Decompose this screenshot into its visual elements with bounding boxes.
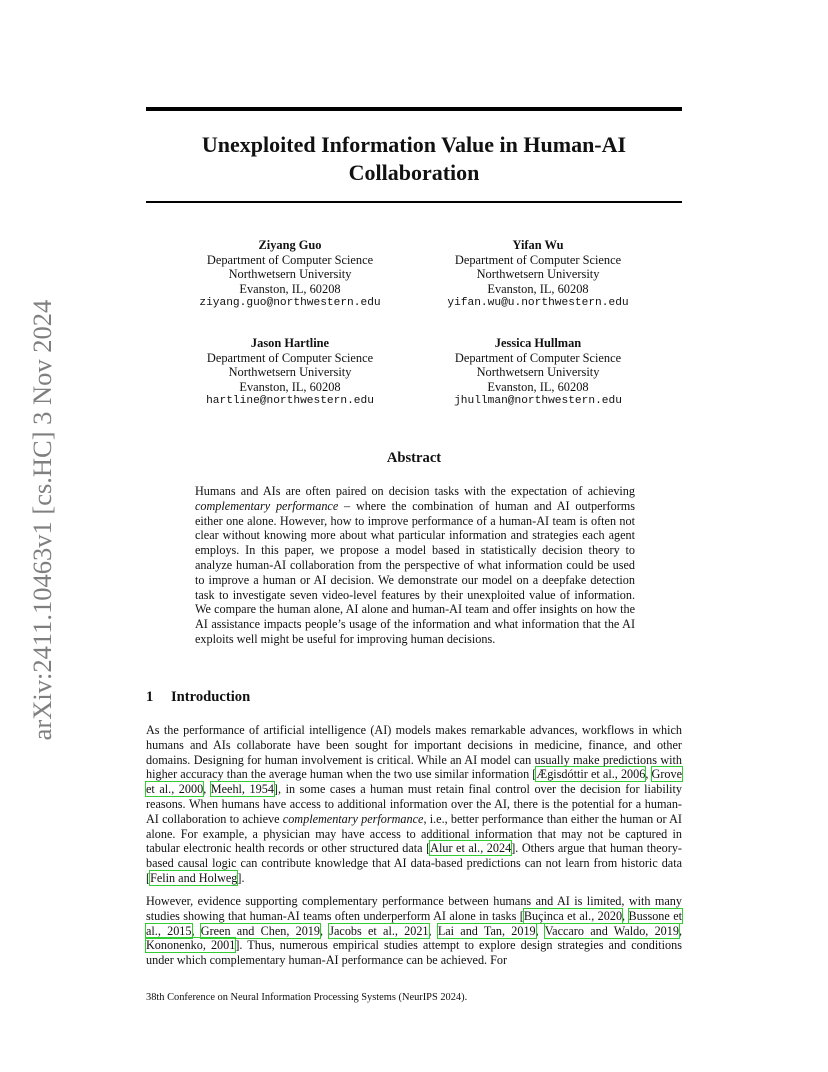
author-name: Jason Hartline <box>250 336 330 350</box>
citation-link[interactable]: Felin and Holweg <box>150 870 238 885</box>
citation-link[interactable]: Bussone et al., 2015 <box>146 908 682 938</box>
paragraph-text: ]. Thus, numerous empirical studies attempt to explore design strategies and conditions under which complementary human-AI performance can be achieved. For <box>146 938 682 968</box>
author-block <box>170 336 410 409</box>
abstract-text-part: – where the combination of human and AI outperforms either one alone. However, how to improve performance of a human-AI team is often not clear without knowing more about what particular information and strategies each agent employs. In this paper, we propose a model based in statistically decision theory to analyze human-AI collaboration from the perspective of what information could be used to improve a human or AI decision. We demonstrate our model on a deepfake detection task to investigate seven video-level features by their unexploited value of information. We compare the human alone, AI alone and human-AI team and offer insights on how the AI assistance impacts people’s usage of the information and what information that the AI exploits well might be useful for improving human decisions. <box>195 498 635 646</box>
conference-footnote: 38th Conference on Neural Information Processing Systems (NeurIPS 2024). <box>146 992 468 1003</box>
citation-link[interactable]: Alur et al., 2024 <box>430 841 512 856</box>
author-email[interactable]: jhullman@northwestern.edu <box>454 395 622 408</box>
citation-link[interactable]: Buçinca et al., 2020 <box>523 908 623 923</box>
section-heading-introduction <box>146 688 682 706</box>
citation-link[interactable]: Jacobs et al., 2021 <box>329 923 429 938</box>
paragraph-text: ]. Others argue that human theory-based causal logic can contribute knowledge that AI data-based predictions can not learn from historic data [ <box>146 841 682 885</box>
author-name: Ziyang Guo <box>258 238 322 252</box>
abstract-emphasis: complementary performance <box>195 498 339 513</box>
citation-separator: , <box>203 782 211 797</box>
author-department: Department of Computer Science <box>454 252 622 267</box>
citation-link[interactable]: Ægisdóttir et al., 2006 <box>536 767 646 782</box>
citation-link[interactable]: Vaccaro and Waldo, 2019 <box>544 923 679 938</box>
title-rule-top <box>146 107 682 111</box>
citation-separator: , <box>320 923 330 938</box>
author-university: Northwetsern University <box>476 365 600 380</box>
author-email[interactable]: hartline@northwestern.edu <box>206 395 374 408</box>
author-block <box>170 238 410 311</box>
author-department: Department of Computer Science <box>206 252 374 267</box>
author-name: Jessica Hullman <box>494 336 582 350</box>
intro-paragraph <box>146 894 682 968</box>
citation-link[interactable]: Grove et al., 2000 <box>146 767 683 797</box>
citation-separator: , <box>678 923 683 938</box>
citation-separator: , <box>622 908 629 923</box>
citation-link[interactable]: Kononenko, 2001 <box>146 938 236 953</box>
intro-paragraph <box>146 723 682 886</box>
citation-separator: , <box>428 923 438 938</box>
author-location: Evanston, IL, 60208 <box>239 281 341 296</box>
paragraph-text: , i.e., better performance than either the human or AI alone. For example, a physician may have access to additional information that may not be captured in tabular electronic health records or other structured data [ <box>146 811 682 856</box>
section-title: Introduction <box>171 689 251 705</box>
author-block <box>418 336 658 409</box>
section-number: 1 <box>146 689 154 705</box>
author-name: Yifan Wu <box>512 238 564 252</box>
arxiv-stamp: arXiv:2411.10463v1 [cs.HC] 3 Nov 2024 <box>27 299 57 741</box>
paper-title: Unexploited Information Value in Human-AI Collaboration <box>201 132 627 185</box>
paragraph-text: As the performance of artificial intelligence (AI) models makes remarkable advances, workflows in which humans and AIs collaborate have been sought for important decisions in medicine, finance, and other domains. Designing for human involvement is critical. While an AI model can usually make predictions with higher accuracy than the average human when the two use similar information [ <box>146 723 682 782</box>
abstract-text-part: Humans and AIs are often paired on decision tasks with the expectation of achieving <box>195 484 635 498</box>
title-rule-bottom <box>146 201 682 203</box>
citation-separator: , <box>535 923 545 938</box>
abstract-heading: Abstract <box>386 450 442 466</box>
citation-link[interactable]: Lai and Tan, 2019 <box>437 923 536 938</box>
author-location: Evanston, IL, 60208 <box>487 379 589 394</box>
paragraph-emphasis: complementary performance <box>282 811 424 826</box>
paragraph-text: ]. <box>237 870 245 885</box>
author-university: Northwetsern University <box>228 365 352 380</box>
citation-link[interactable]: Green and Chen, 2019 <box>200 923 320 938</box>
author-department: Department of Computer Science <box>206 350 374 365</box>
citation-separator: , <box>645 767 652 782</box>
abstract-text <box>195 484 635 647</box>
author-university: Northwetsern University <box>228 267 352 282</box>
author-department: Department of Computer Science <box>454 350 622 365</box>
paragraph-text: ], in some cases a human must retain final control over the decision for liability reasons. When humans have access to additional information over the AI, there is the potential for a human-AI collaboration to achieve <box>146 782 682 826</box>
author-block <box>418 238 658 311</box>
paragraph-text: However, evidence supporting complementary performance between humans and AI is limited, with many studies showing that human-AI teams often underperform AI alone in tasks [ <box>146 894 682 923</box>
author-location: Evanston, IL, 60208 <box>239 379 341 394</box>
author-email[interactable]: yifan.wu@u.northwestern.edu <box>447 297 629 310</box>
citation-link[interactable]: Meehl, 1954 <box>210 782 274 797</box>
author-email[interactable]: ziyang.guo@northwestern.edu <box>199 297 381 310</box>
citation-separator: , <box>191 923 201 938</box>
author-location: Evanston, IL, 60208 <box>487 281 589 296</box>
author-university: Northwetsern University <box>476 267 600 282</box>
